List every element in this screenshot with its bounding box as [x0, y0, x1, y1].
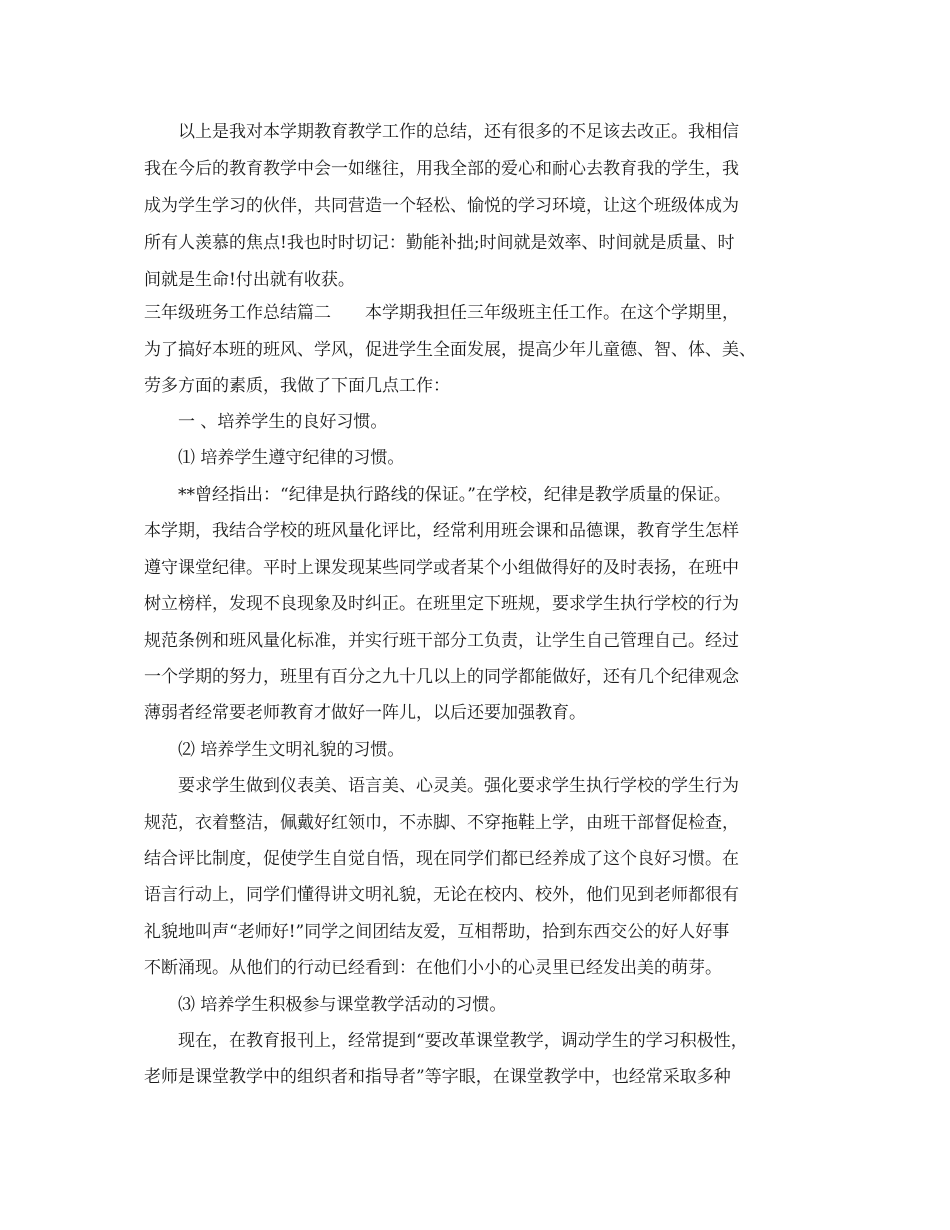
- text-line: 规范，衣着整洁，佩戴好红领巾，不赤脚、不穿拖鞋上学，由班干部督促检查，: [144, 813, 739, 833]
- section-heading-line: 三年级班务工作总结篇二 本学期我担任三年级班主任工作。在这个学期里，: [144, 303, 739, 323]
- subheading-line: ⑴ 培养学生遵守纪律的习惯。: [178, 448, 405, 468]
- text-line: 所有人羡慕的焦点!我也时时切记：勤能补拙;时间就是效率、时间就是质量、时: [144, 233, 735, 253]
- text-line: 薄弱者经常要老师教育才做好一阵儿，以后还要加强教育。: [144, 703, 586, 723]
- text-line: 本学期，我结合学校的班风量化评比，经常利用班会课和品德课，教育学生怎样: [144, 521, 739, 541]
- text-line: 我在今后的教育教学中会一如继往，用我全部的爱心和耐心去教育我的学生，我: [144, 159, 739, 179]
- subheading-line: 一 、培养学生的良好习惯。: [178, 412, 388, 432]
- text-line: 劳多方面的素质，我做了下面几点工作：: [144, 376, 450, 396]
- text-line: 礼貌地叫声“老师好!”同学之间团结友爱，互相帮助，拾到东西交公的好人好事: [144, 922, 730, 942]
- text-line: **曾经指出：“纪律是执行路线的保证。”在学校，纪律是教学质量的保证。: [178, 485, 731, 505]
- text-line: 为了搞好本班的班风、学风，促进学生全面发展，提高少年儿童德、智、体、美、: [144, 340, 756, 360]
- text-line: 间就是生命!付出就有收获。: [144, 270, 355, 290]
- text-line: 以上是我对本学期教育教学工作的总结，还有很多的不足该去改正。我相信: [178, 122, 739, 142]
- subheading-line: ⑶ 培养学生积极参与课堂教学活动的习惯。: [178, 995, 507, 1015]
- text-line: 一个学期的努力，班里有百分之九十几以上的同学都能做好，还有几个纪律观念: [144, 667, 739, 687]
- text-line: 现在，在教育报刊上，经常提到“要改革课堂教学，调动学生的学习积极性，: [178, 1031, 748, 1051]
- subheading-line: ⑵ 培养学生文明礼貌的习惯。: [178, 740, 405, 760]
- text-line: 老师是课堂教学中的组织者和指导者”等字眼，在课堂教学中，也经常采取多种: [144, 1067, 731, 1087]
- text-line: 成为学生学习的伙伴，共同营造一个轻松、愉悦的学习环境，让这个班级体成为: [144, 196, 739, 216]
- text-line: 结合评比制度，促使学生自觉自悟，现在同学们都已经养成了这个良好习惯。在: [144, 849, 739, 869]
- text-line: 语言行动上，同学们懂得讲文明礼貌，无论在校内、校外，他们见到老师都很有: [144, 885, 739, 905]
- text-line: 树立榜样，发现不良现象及时纠正。在班里定下班规，要求学生执行学校的行为: [144, 594, 739, 614]
- text-line: 规范条例和班风量化标准，并实行班干部分工负责，让学生自己管理自己。经过: [144, 631, 739, 651]
- text-line: 不断涌现。从他们的行动已经看到：在他们小小的心灵里已经发出美的萌芽。: [144, 958, 722, 978]
- text-line: 要求学生做到仪表美、语言美、心灵美。强化要求学生执行学校的学生行为: [178, 776, 739, 796]
- text-line: 遵守课堂纪律。平时上课发现某些同学或者某个小组做得好的及时表扬，在班中: [144, 558, 739, 578]
